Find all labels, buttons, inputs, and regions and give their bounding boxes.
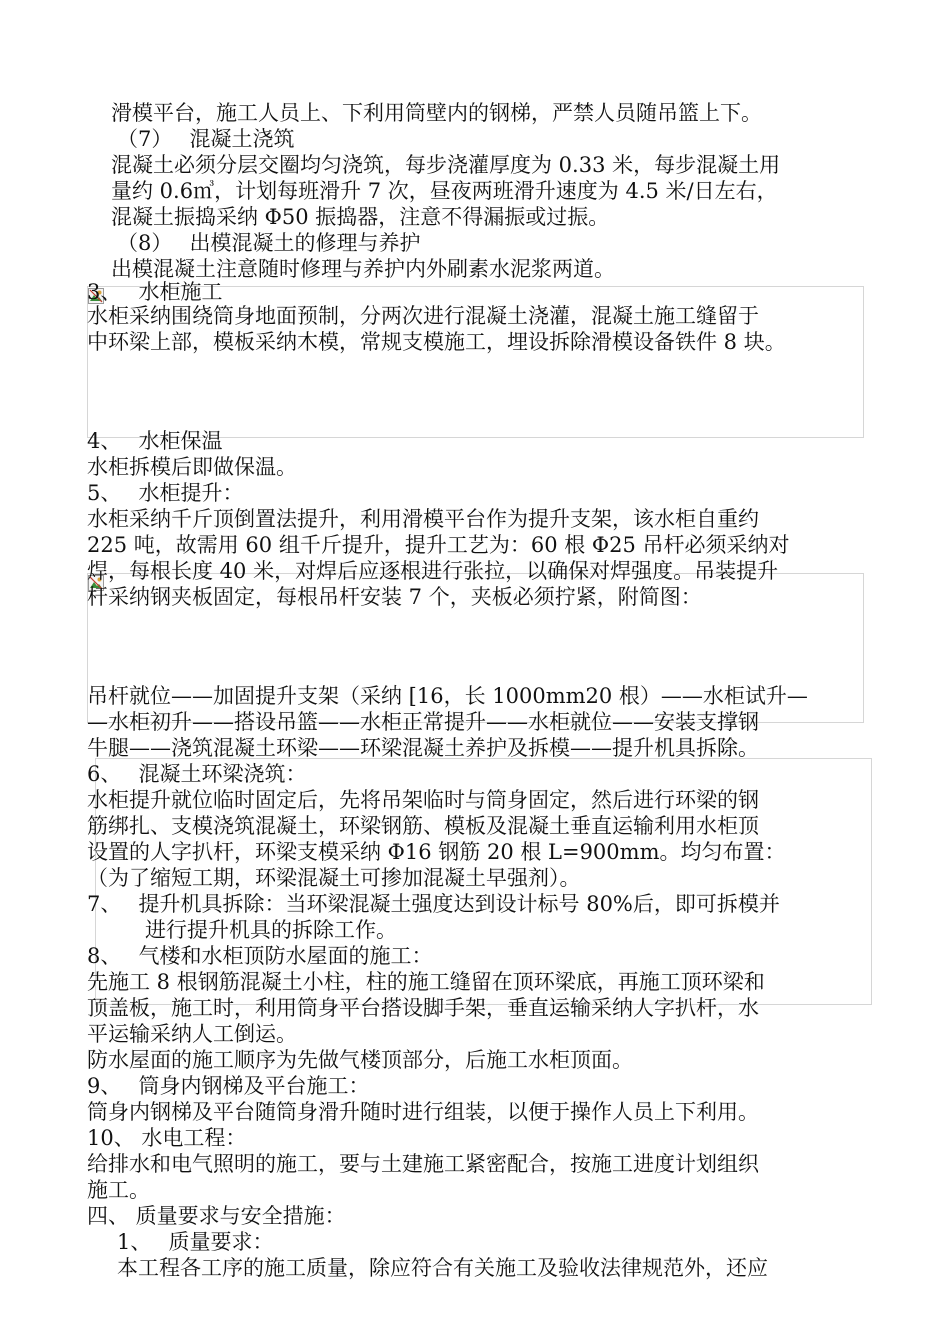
text-line: （为了缩短工期，环梁混凝土可掺加混凝土早强剂）。	[87, 866, 581, 890]
section-heading: （7） 混凝土浇筑	[117, 127, 295, 151]
text-line: 吊杆就位——加固提升支架（采纳 [16，长 1000mm20 根）——水柜试升—	[87, 684, 808, 708]
text-line: 焊，每根长度 40 米，对焊后应逐根进行张拉，以确保对焊强度。吊装提升	[87, 559, 779, 583]
section-heading: 9、 筒身内钢梯及平台施工：	[87, 1074, 370, 1098]
text-line: —水柜初升——搭设吊篮——水柜正常提升——水柜就位——安装支撑钢	[87, 710, 759, 734]
text-line: 筒身内钢梯及平台随筒身滑升随时进行组装，以便于操作人员上下利用。	[87, 1100, 759, 1124]
text-line: 筋绑扎、支模浇筑混凝土，环梁钢筋、模板及混凝土垂直运输利用水柜顶	[87, 814, 759, 838]
section-heading: （8） 出模混凝土的修理与养护	[117, 231, 421, 255]
section-heading: 5、 水柜提升：	[87, 481, 244, 505]
text-line: 杆采纳钢夹板固定，每根吊杆安装 7 个，夹板必须拧紧，附简图：	[87, 585, 702, 609]
text-line: 水柜提升就位临时固定后，先将吊架临时与筒身固定，然后进行环梁的钢	[87, 788, 759, 812]
text-line: 滑模平台，施工人员上、下利用筒壁内的钢梯，严禁人员随吊篮上下。	[111, 101, 762, 125]
section-heading: 1、 质量要求：	[117, 1230, 274, 1254]
text-line: 牛腿——浇筑混凝土环梁——环梁混凝土养护及拆模——提升机具拆除。	[87, 736, 759, 760]
section-heading: 7、 提升机具拆除：当环梁混凝土强度达到设计标号 80%后，即可拆模并	[87, 892, 780, 916]
text-line: 设置的人字扒杆，环梁支模采纳 Φ16 钢筋 20 根 L=900mm。均匀布置：	[87, 840, 786, 864]
text-line: 水柜拆模后即做保温。	[87, 455, 297, 479]
section-heading: 8、 气楼和水柜顶防水屋面的施工：	[87, 944, 433, 968]
text-line: 顶盖板，施工时，利用筒身平台搭设脚手架，垂直运输采纳人字扒杆，水	[87, 996, 759, 1020]
text-line: 平运输采纳人工倒运。	[87, 1022, 297, 1046]
section-heading: 6、 混凝土环梁浇筑：	[87, 762, 307, 786]
text-line: 混凝土振捣采纳 Φ50 振捣器，注意不得漏振或过振。	[111, 205, 610, 229]
text-line: 防水屋面的施工顺序为先做气楼顶部分，后施工水柜顶面。	[87, 1048, 633, 1072]
text-line: 混凝土必须分层交圈均匀浇筑，每步浇灌厚度为 0.33 米，每步混凝土用	[111, 153, 781, 177]
section-heading: 四、 质量要求与安全措施：	[87, 1204, 346, 1228]
text-line: 进行提升机具的拆除工作。	[145, 918, 397, 942]
text-line: 出模混凝土注意随时修理与养护内外刷素水泥浆两道。	[111, 257, 615, 281]
text-line: 量约 0.6㎥，计划每班滑升 7 次，昼夜两班滑升速度为 4.5 米/日左右，	[111, 179, 778, 203]
section-heading: 4、 水柜保温	[87, 429, 223, 453]
text-line: 225 吨，故需用 60 组千斤提升，提升工艺为：60 根 Φ25 吊杆必须采纳对	[87, 533, 790, 557]
text-line: 先施工 8 根钢筋混凝土小柱，柱的施工缝留在顶环梁底，再施工顶环梁和	[87, 970, 765, 994]
section-heading: 10、 水电工程：	[87, 1126, 247, 1150]
section-heading: 3、 水柜施工	[87, 280, 223, 304]
text-line: 水柜采纳围绕筒身地面预制，分两次进行混凝土浇灌，混凝土施工缝留于	[87, 304, 759, 328]
text-line: 本工程各工序的施工质量，除应符合有关施工及验收法律规范外，还应	[117, 1256, 768, 1280]
text-line: 给排水和电气照明的施工，要与土建施工紧密配合，按施工进度计划组织	[87, 1152, 759, 1176]
text-line: 水柜采纳千斤顶倒置法提升，利用滑模平台作为提升支架，该水柜自重约	[87, 507, 759, 531]
text-line: 中环梁上部，模板采纳木模，常规支模施工，埋设拆除滑模设备铁件 8 块。	[87, 330, 786, 354]
text-line: 施工。	[87, 1178, 150, 1202]
